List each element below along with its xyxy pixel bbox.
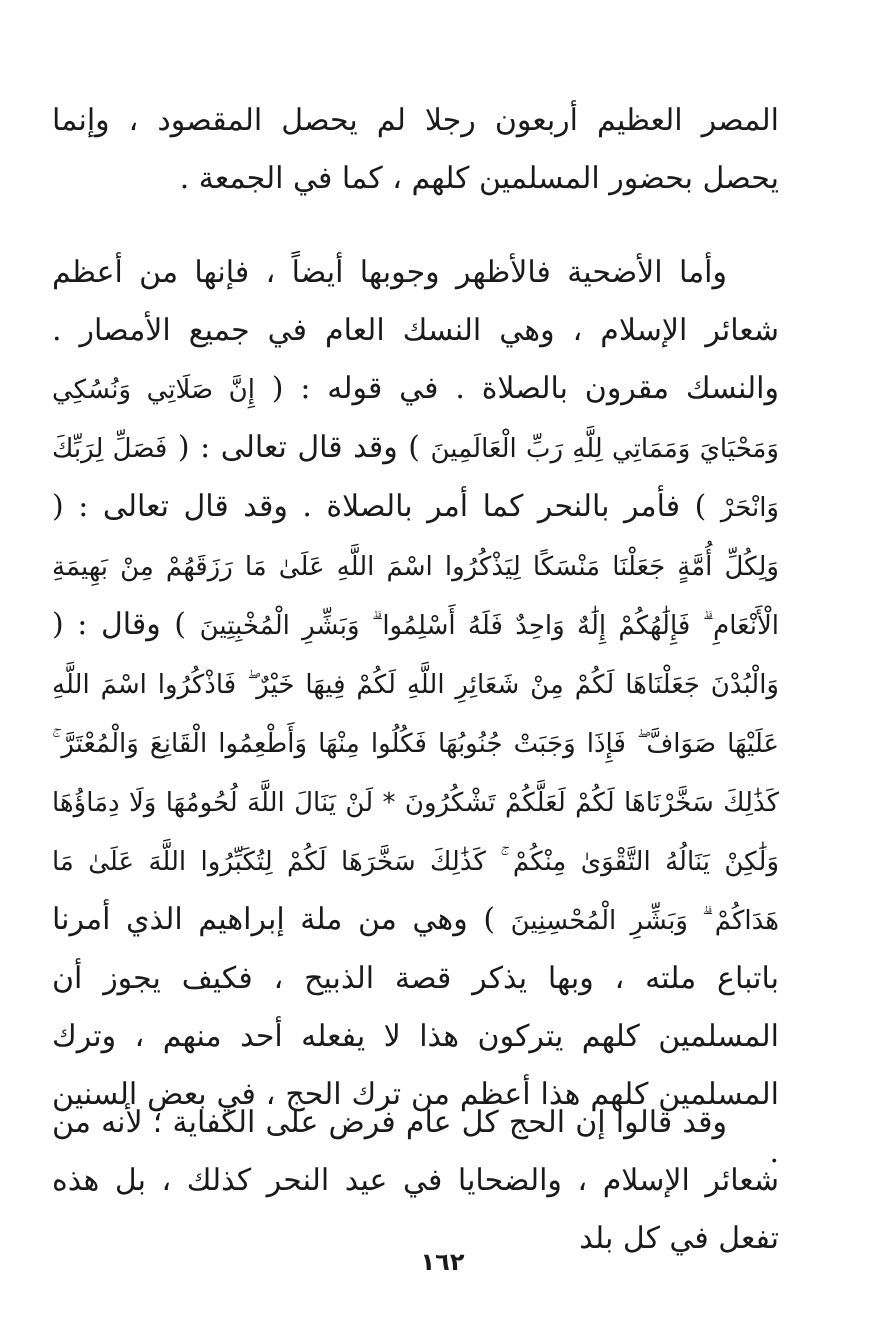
quran-verse: إِنَّ صَلَاتِي وَنُسُكِي وَمَحْيَايَ وَمَمَاتِي لِلَّهِ رَبِّ الْعَالَمِينَ [52,375,779,464]
paragraph-hajj: وقد قالوا إن الحج كل عام فرض على الكفاية ؛ لأنه من شعائر الإسلام ، والضحايا في عيد النحر كذلك ، بل هذه تفعل في كل بلد [52,1105,779,1256]
prose-segment: ) فأمر بالنحر كما أمر بالصلاة . وقد قال تعالى : ( [52,489,707,524]
paragraph-continuation: المصر العظيم أربعون رجلا لم يحصل المقصود ، وإنما يحصل بحضور المسلمين كلهم ، كما في الجمعة . [52,103,779,196]
quran-verse: فَصَلِّ لِرَبِّكَ وَانْحَرْ [52,434,779,523]
prose-segment: ) وقال : ( [52,607,186,642]
page-number: ١٦٢ [420,1248,465,1276]
prose-segment: ) وقد قال تعالى : ( [177,430,420,465]
quran-verse: وَالْبُدْنَ جَعَلْنَاهَا لَكُمْ مِنْ شَعَائِرِ اللَّهِ لَكُمْ فِيهَا خَيْرٌ ۖ فَاذْكُرُوا اسْمَ اللَّهِ عَلَيْهَا صَوَافَّ ۖ فَإِذَا وَجَبَتْ جُنُوبُهَا فَكُلُوا مِنْهَا وَأَطْعِمُوا الْقَانِعَ وَالْمُعْتَرَّ ۚ كَذَٰلِكَ سَخَّرْنَاهَا لَكُمْ لَعَلَّكُمْ تَشْكُرُونَ * لَنْ يَنَالَ اللَّهَ لُحُومُهَا وَلَا دِمَاؤُهَا وَلَٰكِنْ يَنَالُهُ التَّقْوَىٰ مِنْكُمْ ۚ كَذَٰلِكَ سَخَّرَهَا لَكُمْ لِتُكَبِّرُوا اللَّهَ عَلَىٰ مَا هَدَاكُمْ ۗ وَبَشِّرِ الْمُحْسِنِينَ [52,670,779,936]
prose-segment: وأما الأضحية فالأظهر وجوبها أيضاً ، فإنها من أعظم شعائر الإسلام ، وهي النسك العام في جميع الأمصار . والنسك مقرون بالصلاة . في قوله : ( [52,255,779,406]
prose-segment: ) وهي من ملة إبراهيم الذي أمرنا باتباع ملته ، وبها يذكر قصة الذبيح ، فكيف يجوز أن المسلمين كلهم يتركون هذا لا يفعله أحد منهم ، وترك المسلمين كلهم هذا أعظم من ترك الحج ، في بعض السنين . [52,902,779,1170]
book-page [52,92,779,1287]
quran-verse: وَلِكُلِّ أُمَّةٍ جَعَلْنَا مَنْسَكًا لِيَذْكُرُوا اسْمَ اللَّهِ عَلَىٰ مَا رَزَقَهُمْ مِنْ بَهِيمَةِ الْأَنْعَامِ ۗ فَإِلَٰهُكُمْ إِلَٰهٌ وَاحِدٌ فَلَهُ أَسْلِمُوا ۗ وَبَشِّرِ الْمُخْبِتِينَ [52,552,779,641]
paragraph-udhiyah [52,244,779,1182]
